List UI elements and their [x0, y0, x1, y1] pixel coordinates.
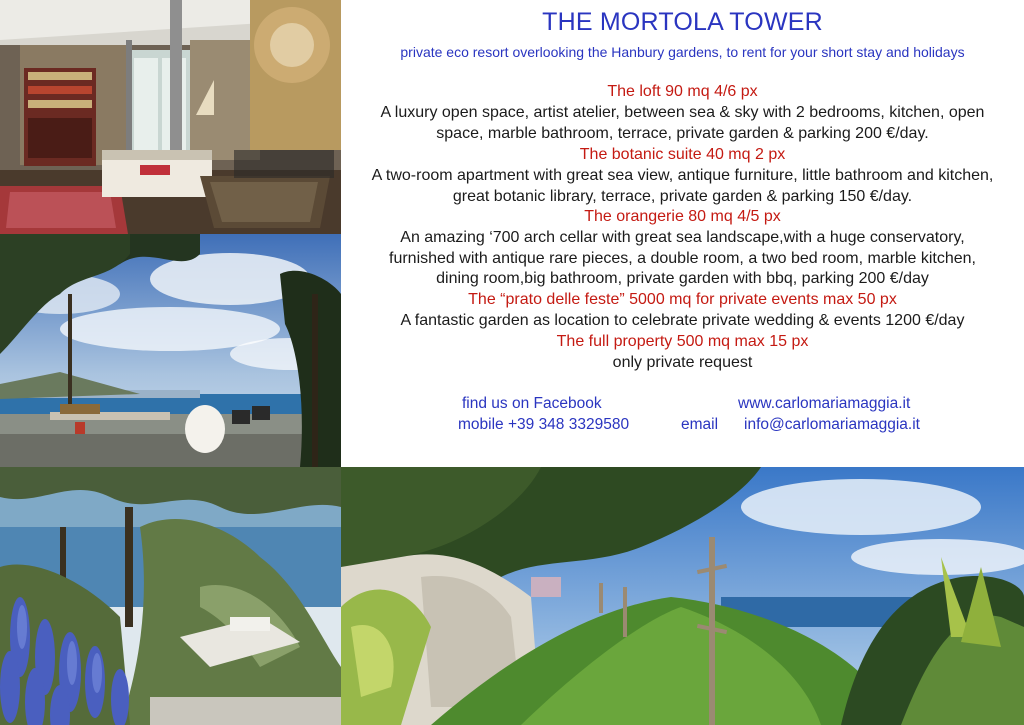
- listing-heading: The botanic suite 40 mq 2 px: [579, 146, 786, 163]
- mobile-number: mobile +39 348 3329580: [458, 416, 630, 433]
- listing-heading: The “prato delle feste” 5000 mq for private events max 50 px: [468, 291, 897, 308]
- email-label: email: [681, 416, 719, 433]
- listing-heading: The orangerie 80 mq 4/5 px: [584, 208, 781, 225]
- listing-description: great botanic library, terrace, private garden & parking 150 €/day.: [452, 187, 913, 205]
- loft-interior-photo: [0, 0, 341, 234]
- listing-description: space, marble bathroom, terrace, private garden & parking 200 €/day.: [436, 124, 929, 142]
- listing-botanic-suite: [341, 145, 1024, 207]
- flower-garden-photo: [0, 467, 341, 725]
- listing-full-property: [341, 332, 1024, 374]
- page-subtitle: private eco resort overlooking the Hanbury gardens, to rent for your short stay and holidays: [400, 44, 965, 60]
- listing-description: A luxury open space, artist atelier, between sea & sky with 2 bedrooms, kitchen, open: [380, 103, 985, 121]
- listing-description: An amazing ‘700 arch cellar with great sea landscape,with a huge conservatory,: [400, 228, 965, 246]
- listing-orangerie: [341, 207, 1024, 290]
- listing-description: furnished with antique rare pieces, a double room, a two bed room, marble kitchen,: [389, 249, 976, 267]
- lawn-garden-photo: [341, 467, 1024, 725]
- listing-description: A fantastic garden as location to celebrate private wedding & events 1200 €/day: [400, 311, 965, 329]
- info-panel: [341, 0, 1024, 467]
- listing-description: dining room,big bathroom, private garden with bbq, parking 200 €/day: [436, 270, 929, 288]
- coastal-terrace-photo: [0, 234, 341, 467]
- listing-loft: [341, 82, 1024, 144]
- facebook-link[interactable]: find us on Facebook: [462, 395, 602, 412]
- listing-heading: The loft 90 mq 4/6 px: [607, 83, 758, 100]
- listing-heading: The full property 500 mq max 15 px: [556, 333, 809, 350]
- page-title: THE MORTOLA TOWER: [542, 8, 823, 36]
- listing-description: only private request: [612, 353, 753, 371]
- listing-prato-delle-feste: [341, 290, 1024, 332]
- listing-description: A two-room apartment with great sea view, antique furniture, little bathroom and kitchen,: [371, 166, 994, 184]
- email-link[interactable]: info@carlomariamaggia.it: [744, 416, 920, 433]
- website-link[interactable]: www.carlomariamaggia.it: [738, 395, 911, 412]
